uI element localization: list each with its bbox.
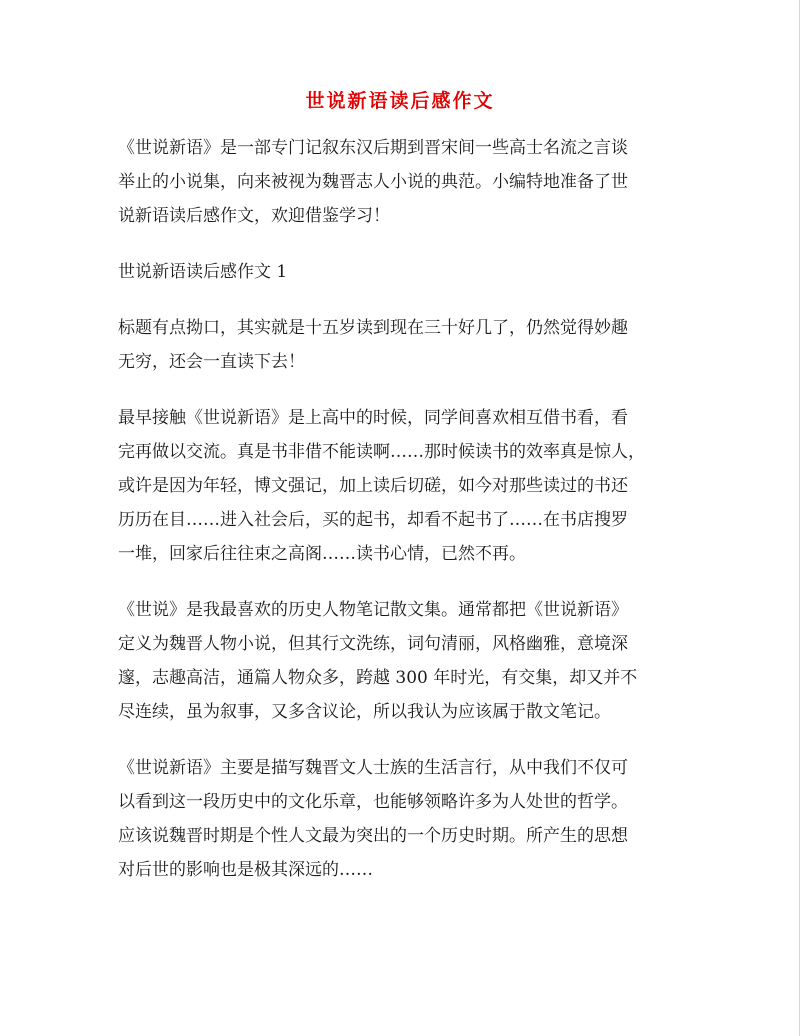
section-heading-text: 世说新语读后感作文 1 (118, 262, 288, 282)
text-line: 邃，志趣高洁，通篇人物众多，跨越 300 年时光，有交集，却又并不 (118, 668, 638, 688)
text-line: 《世说新语》主要是描写魏晋文人士族的生活言行，从中我们不仅可 (118, 758, 628, 778)
text-line: 完再做以交流。真是书非借不能读啊……那时候读书的效率真是惊人， (118, 442, 645, 462)
text-line: 尽连续，虽为叙事，又多含议论，所以我认为应该属于散文笔记。 (118, 702, 611, 722)
text-line: 定义为魏晋人物小说，但其行文洗练，词句清丽，风格幽雅，意境深 (118, 634, 628, 654)
text-line: 对后世的影响也是极其深远的…… (118, 860, 373, 880)
section-heading (118, 255, 698, 289)
text-line: 无穷，还会一直读下去！ (118, 352, 305, 372)
paragraph-intro (118, 131, 698, 233)
paragraph-3 (118, 593, 698, 729)
text-line: 《世说》是我最喜欢的历史人物笔记散文集。通常都把《世说新语》 (118, 600, 628, 620)
paragraph-2 (118, 401, 698, 571)
text-line: 最早接触《世说新语》是上高中的时候，同学间喜欢相互借书看，看 (118, 408, 628, 428)
document-body (118, 131, 698, 909)
text-line: 应该说魏晋时期是个性人文最为突出的一个历史时期。所产生的思想 (118, 826, 628, 846)
text-line: 或许是因为年轻，博文强记，加上读后切磋，如今对那些读过的书还 (118, 476, 628, 496)
text-line: 标题有点拗口，其实就是十五岁读到现在三十好几了，仍然觉得妙趣 (118, 318, 628, 338)
paragraph-4 (118, 751, 698, 887)
paragraph-1 (118, 311, 698, 379)
text-line: 以看到这一段历史中的文化乐章，也能够领略许多为人处世的哲学。 (118, 792, 628, 812)
text-line: 历历在目……进入社会后，买的起书，却看不起书了……在书店搜罗 (118, 510, 628, 530)
text-line: 一堆，回家后往往束之高阁……读书心情，已然不再。 (118, 544, 526, 564)
text-line: 说新语读后感作文，欢迎借鉴学习！ (118, 206, 390, 226)
text-line: 《世说新语》是一部专门记叙东汉后期到晋宋间一些高士名流之言谈 (118, 138, 628, 158)
document-title: 世说新语读后感作文 (305, 90, 495, 112)
text-line: 举止的小说集，向来被视为魏晋志人小说的典范。小编特地准备了世 (118, 172, 628, 192)
